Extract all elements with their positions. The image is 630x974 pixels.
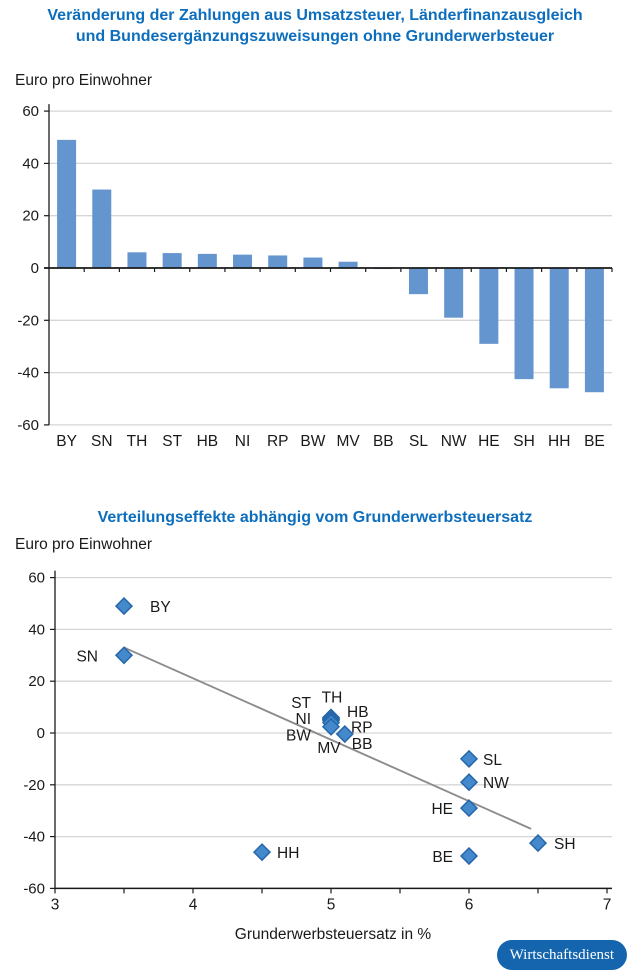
category-label-MV: MV [336,433,360,450]
point-label-BY: BY [150,599,171,617]
bar-chart-title-line2: und Bundesergänzungszuweisungen ohne Grunderwerbsteuer [75,28,555,45]
point-label-ST: ST [291,695,311,713]
x-tick-label: 3 [50,896,60,914]
x-tick-label: 7 [602,896,612,914]
category-label-HE: HE [478,433,500,450]
point-NW [461,774,477,790]
bar-chart-title [0,5,630,47]
point-label-SL: SL [483,751,502,769]
point-BE [461,848,477,864]
point-label-BB: BB [351,736,373,754]
bar-HB [198,254,217,268]
point-HE [461,800,477,816]
bar-NI [233,255,252,268]
bar-RP [268,255,287,268]
y-tick-label: 20 [28,673,45,691]
y-tick-label: 20 [22,207,39,225]
wirtschaftsdienst-badge: Wirtschaftsdienst [497,940,627,970]
point-label-NI: NI [295,710,311,728]
y-tick-label: -40 [17,364,39,382]
point-label-HB: HB [347,704,369,722]
bar-BW [303,258,322,268]
y-tick-label: 60 [22,103,39,121]
y-tick-label: -20 [17,312,39,330]
point-label-BE: BE [432,849,453,867]
y-tick-label: 40 [28,621,45,639]
bar-SH [515,268,534,379]
x-tick-label: 4 [188,896,198,914]
scatter-chart-x-axis-label: Grunderwerbsteuersatz in % [234,926,432,943]
category-label-BB: BB [372,433,394,450]
y-tick-label: -20 [23,776,45,794]
point-label-TH: TH [321,689,343,707]
x-tick-label: 5 [326,896,336,914]
point-label-BW: BW [286,727,311,745]
point-SL [461,751,477,767]
category-label-SH: SH [513,433,535,450]
scatter-chart-title: Verteilungseffekte abhängig vom Grunderwerbsteuersatz [97,509,533,526]
y-tick-label: -40 [23,828,45,846]
category-label-ST: ST [162,433,183,450]
bar-HH [550,268,569,388]
bar-HE [479,268,498,344]
bar-ST [163,253,182,268]
bar-chart-y-unit-label: Euro pro Einwohner [15,72,152,89]
y-tick-label: -60 [17,416,39,434]
scatter-chart-svg [0,565,630,937]
category-label-SN: SN [91,433,113,450]
bar-TH [127,252,146,268]
point-label-HE: HE [431,801,453,819]
bar-chart-title-line1: Veränderung der Zahlungen aus Umsatzsteuer, Länderfinanzausgleich [47,7,583,24]
point-label-HH: HH [277,845,300,863]
y-tick-label: 0 [30,260,39,277]
category-label-NW: NW [440,433,467,450]
category-label-HH: HH [548,433,571,450]
category-label-RP: RP [266,433,289,450]
bar-BY [57,140,76,268]
y-tick-label: 60 [28,569,45,587]
bar-MV [339,262,358,268]
point-BY [116,598,132,614]
point-label-NW: NW [483,775,509,793]
bar-chart-svg [0,96,630,464]
point-label-SN: SN [76,648,98,666]
point-SH [530,835,546,851]
y-tick-label: -60 [23,880,45,898]
point-label-SH: SH [554,836,576,854]
scatter-chart-y-unit-label: Euro pro Einwohner [15,536,152,553]
category-label-BW: BW [300,433,326,450]
y-tick-label: 40 [22,155,39,173]
y-tick-label: 0 [36,725,45,742]
category-label-TH: TH [126,433,148,450]
x-tick-label: 6 [464,896,474,914]
category-label-BE: BE [584,433,605,450]
category-label-NI: NI [234,433,251,450]
category-label-BY: BY [56,433,77,450]
bar-SL [409,268,428,294]
bar-NW [444,268,463,318]
point-label-RP: RP [351,719,373,737]
point-HH [254,844,270,860]
bar-BE [585,268,604,392]
category-label-SL: SL [408,433,428,450]
point-label-MV: MV [317,739,341,757]
category-label-HB: HB [196,433,219,450]
bar-SN [92,190,111,268]
